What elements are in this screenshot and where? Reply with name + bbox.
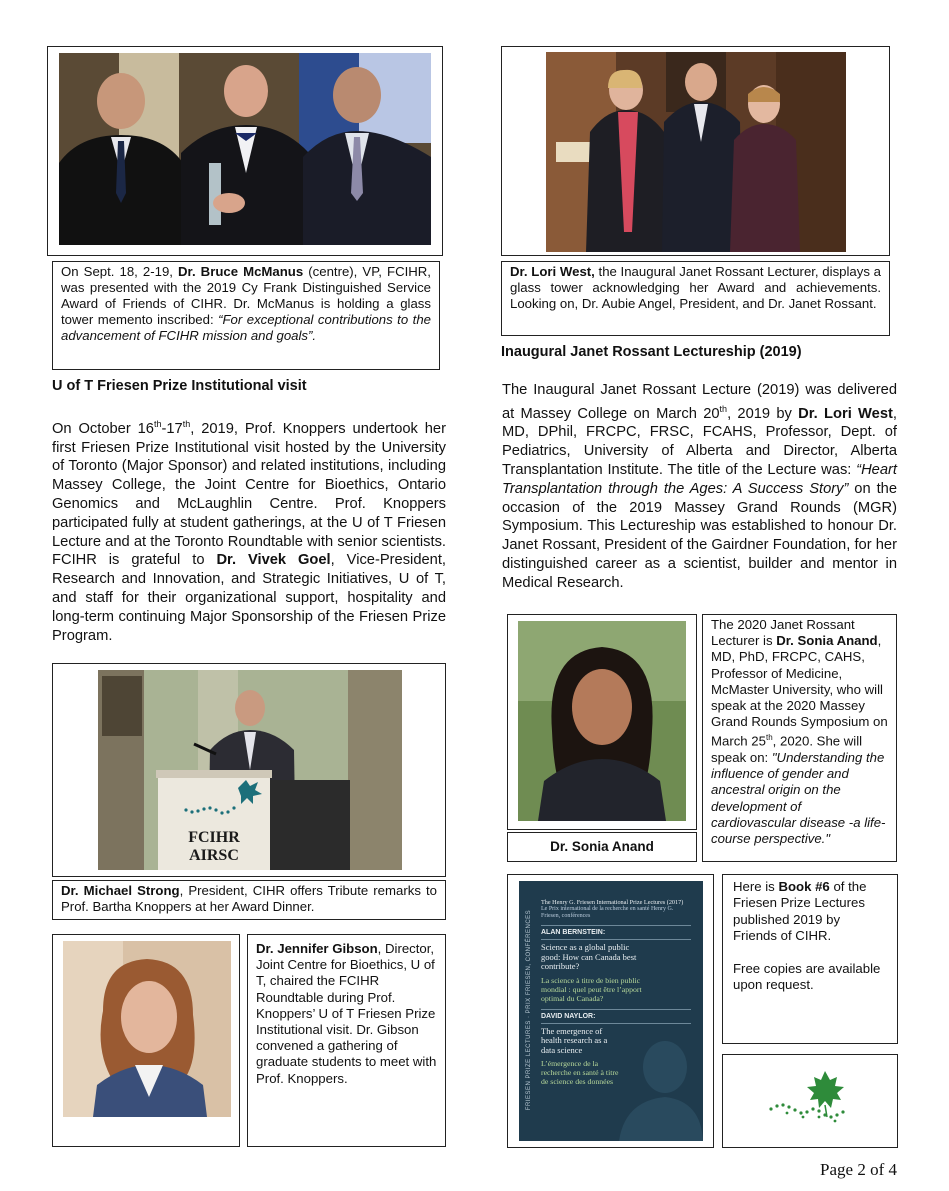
book-text-box — [722, 874, 898, 1044]
book-author-1: ALAN BERNSTEIN: — [541, 929, 606, 936]
book-title-2-fr: L’émergence de la recherche en santé à titre de science des données — [541, 1059, 619, 1086]
page-number: Page 2 of 4 — [820, 1160, 897, 1179]
anand-text-c: , 2020. She will speak on: — [711, 733, 863, 766]
caption-mcmanus-prefix: On Sept. 18, 2-19, — [61, 264, 173, 279]
book-number: Book #6 — [778, 879, 830, 894]
book-title-2: The emergence of health research as a data science — [541, 1025, 608, 1055]
book-author-2: DAVID NAYLOR: — [541, 1012, 596, 1020]
rossant-lecture-title: “Heart Transplantation through the Ages: A Success Story” — [502, 462, 897, 497]
anand-text-box — [702, 614, 897, 862]
photo-anand — [518, 621, 686, 821]
friesen-text-a: On October 16 — [52, 420, 154, 437]
friesen-text-c: , 2019, Prof. Knoppers undertook her first Friesen Prize Institutional visit hosted by the University of Toronto (Major Sponsor) and related institutions, including Massey College, the Joint Centre for Bioethics, Ontario Genomics and McLaughlin Centre. Prof. Knoppers participated fully at student gatherings, at the U of T Friesen Lecture and at the Toronto Roundtable with senior scientists. FCIHR is grateful to — [52, 420, 446, 569]
book-text-a: Here is — [733, 879, 775, 894]
photo-west-award — [546, 52, 846, 252]
label-anand — [507, 832, 697, 862]
anand-lecture-title: "Understanding the influence of gender and ancestral origin on the development of cardiovascular disease -a life-course perspective." — [711, 750, 886, 847]
book-spine-text: FRIESEN PRIZE LECTURES · PRIX FRIESEN, CONFÉRENCES — [526, 909, 532, 1111]
photo-frame-mcmanus — [47, 46, 443, 256]
friesen-sup-a: th — [153, 419, 162, 429]
friesen-text-b: -17 — [161, 420, 183, 437]
book-title-1-fr: La science à titre de bien public mondial : quel peut être l’apport optimal du Canada? — [541, 975, 642, 1003]
rossant-text-d: on the occasion of the 2019 Massey Grand Rounds (MGR) Symposium. This Lectureship was established to honour Dr. Janet Rossant, President of the Gairdner Foundation, for her distinguished career as a scientist, builder and mentor in Medical Research. — [502, 480, 897, 591]
caption-mcmanus-quote: “For exceptional contributions to the advancement of FCIHR mission and goals”. — [61, 312, 431, 343]
anand-text-b: , MD, PhD, FRCPC, CAHS, Professor of Medicine, McMaster University, who will speak at the 2020 Massey Grand Rounds Symposium on March 25 — [711, 633, 888, 749]
friesen-text-d: , Vice-President, Research and Innovation, and Strategic Initiatives, U of T, and staff for their organizational support, hospitality and long-term continuing Major Sponsorship of the Friesen Prize Program. — [52, 552, 446, 644]
book-title-1: Science as a global public good: How can Canada best contribute? — [541, 942, 637, 971]
caption-mcmanus-name: Dr. Bruce McManus — [178, 264, 304, 279]
rossant-sup: th — [719, 403, 728, 414]
rossant-text-a: The Inaugural Janet Rossant Lecture (2019) was delivered at Massey College on March 20 — [502, 382, 897, 422]
friesen-goel: Dr. Vivek Goel — [216, 552, 331, 569]
caption-mcmanus — [52, 261, 440, 370]
caption-strong-text: , President, CIHR offers Tribute remarks to Prof. Bartha Knoppers at her Award Dinner. — [61, 883, 437, 914]
photo-frame-strong — [52, 663, 446, 877]
caption-strong — [52, 880, 446, 920]
label-anand-text: Dr. Sonia Anand — [550, 839, 654, 854]
rossant-text-b: , 2019 by — [727, 405, 792, 422]
book-series: The Henry G. Friesen International Prize Lectures (2017) — [541, 899, 684, 906]
book-cover-portrait — [615, 1031, 703, 1141]
photo-strong-podium — [98, 670, 402, 870]
photo-frame-west — [501, 46, 890, 256]
anand-sup: th — [765, 733, 773, 743]
anand-name: Dr. Sonia Anand — [776, 633, 878, 649]
fcihr-logo-box — [722, 1054, 898, 1148]
caption-west — [501, 261, 890, 336]
caption-west-text: the Inaugural Janet Rossant Lecturer, displays a glass tower acknowledging her Award and achievements. Looking on, Dr. Aubie Angel, President, and Dr. Janet Rossant. — [510, 264, 881, 311]
caption-gibson-text: , Director, Joint Centre for Bioethics, U of T, chaired the FCIHR Roundtable during Prof. Knoppers’ U of T Friesen Prize Institutional visit. Dr. Gibson convened a gathering of graduate students to meet with Prof. Knoppers. — [256, 941, 437, 1086]
book-text-b: of the Friesen Prize Lectures published 2019 by Friends of CIHR. — [733, 879, 867, 944]
photo-frame-gibson — [52, 934, 240, 1147]
rossant-west: Dr. Lori West — [798, 405, 893, 422]
podium-text-fcihr: FCIHR — [188, 829, 240, 846]
rossant-paragraph — [502, 381, 897, 593]
book-cover-frame — [507, 874, 714, 1148]
maple-leaf-logo-icon — [763, 1065, 863, 1135]
book-cover — [519, 881, 703, 1141]
caption-gibson — [247, 934, 446, 1147]
book-series-fr: Le Prix international de la recherche en santé Henry G. Friesen, conférences — [541, 906, 674, 919]
friesen-sup-b: th — [182, 419, 191, 429]
photo-frame-anand — [507, 614, 697, 830]
rossant-heading: Inaugural Janet Rossant Lectureship (2019) — [501, 344, 802, 360]
friesen-heading: U of T Friesen Prize Institutional visit — [52, 378, 307, 394]
caption-gibson-name: Dr. Jennifer Gibson — [256, 941, 378, 956]
friesen-paragraph — [52, 415, 446, 645]
caption-mcmanus-text: (centre), VP, FCIHR, was presented with the 2019 Cy Frank Distinguished Service Award of Friends of CIHR. Dr. McManus is holding a glass tower memento inscribed: — [61, 264, 431, 327]
photo-mcmanus-award — [59, 53, 431, 245]
book-text-c: Free copies are available upon request. — [733, 960, 881, 993]
photo-gibson — [63, 941, 231, 1117]
podium-text-airsc: AIRSC — [189, 847, 239, 864]
caption-west-name: Dr. Lori West, — [510, 264, 595, 279]
caption-strong-name: Dr. Michael Strong — [61, 883, 180, 898]
anand-text-a: The 2020 Janet Rossant Lecturer is — [711, 617, 855, 649]
rossant-text-c: , MD, DPhil, FRCPC, FRSC, FCAHS, Professor, Dept. of Pediatrics, University of Alberta and Director, Alberta Transplantation Institute. The title of the Lecture was: — [502, 405, 897, 479]
